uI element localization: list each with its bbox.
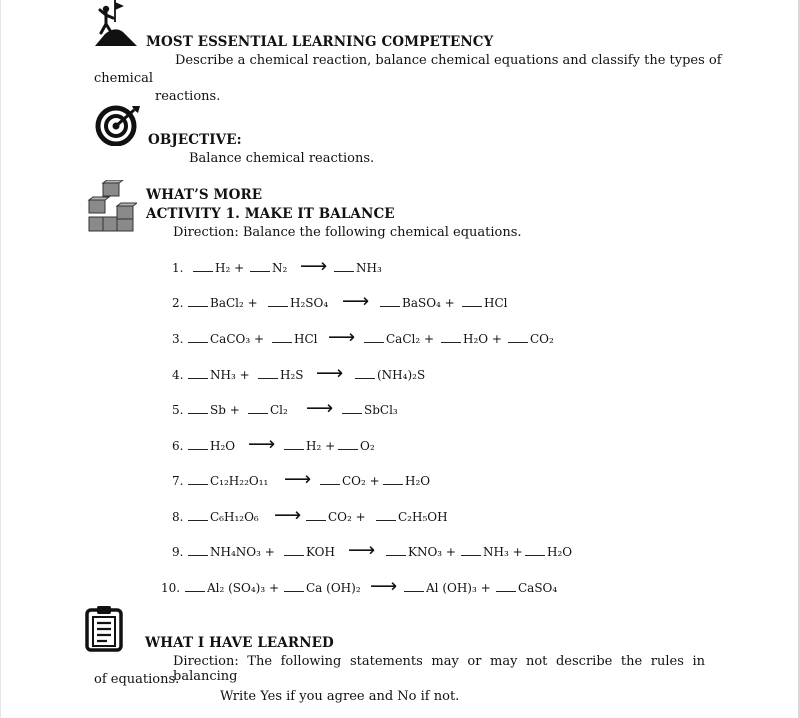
equation-term: SbCl₃	[342, 403, 398, 417]
equation-number: 8.	[172, 510, 184, 524]
equation-term: H₂S	[258, 368, 304, 382]
competency-text-line1: Describe a chemical reaction, balance chemical equations and classify the types of	[175, 53, 722, 68]
learned-direction-line1: Direction: The following statements may or may not describe the rules in balancing	[173, 654, 705, 684]
equation-term: CO₂ +	[306, 510, 366, 524]
reaction-arrow-icon: ⟶	[274, 504, 302, 526]
equation-term: KOH	[284, 545, 335, 559]
reaction-arrow-icon: ⟶	[348, 539, 376, 561]
target-arrow-icon	[94, 104, 142, 146]
reaction-arrow-icon: ⟶	[306, 397, 334, 419]
equation-row	[0, 575, 800, 599]
equation-row	[0, 397, 800, 421]
equation-row	[0, 433, 800, 457]
summit-flag-icon	[93, 0, 139, 46]
equation-term: BaCl₂ +	[188, 296, 258, 310]
objective-heading: OBJECTIVE:	[148, 132, 242, 148]
equation-row	[0, 468, 800, 492]
equation-number: 9.	[172, 545, 184, 559]
equation-number: 2.	[172, 296, 184, 310]
reaction-arrow-icon: ⟶	[328, 326, 356, 348]
equation-term: Cl₂	[248, 403, 288, 417]
equation-term: H₂ +	[193, 261, 244, 275]
reaction-arrow-icon: ⟶	[248, 433, 276, 455]
equation-term: HCl	[272, 332, 317, 346]
equation-term: O₂	[338, 439, 375, 453]
equation-row	[0, 362, 800, 386]
equation-term: NH₃ +	[188, 368, 250, 382]
equation-term: Ca (OH)₂	[284, 581, 361, 595]
reaction-arrow-icon: ⟶	[300, 255, 328, 277]
reaction-arrow-icon: ⟶	[316, 362, 344, 384]
equation-term: (NH₄)₂S	[355, 368, 425, 382]
equation-number: 6.	[172, 439, 184, 453]
equation-row	[0, 504, 800, 528]
competency-text-line2: chemical	[94, 71, 154, 86]
equation-term: Al₂ (SO₄)₃ +	[185, 581, 279, 595]
equation-term: KNO₃ +	[386, 545, 456, 559]
competency-text-line3: reactions.	[155, 89, 221, 104]
activity-title: ACTIVITY 1. MAKE IT BALANCE	[146, 206, 395, 222]
equation-term: HCl	[462, 296, 507, 310]
objective-text: Balance chemical reactions.	[189, 151, 375, 166]
equation-term: C₆H₁₂O₆	[188, 510, 259, 524]
learned-instruction: Write Yes if you agree and No if not.	[220, 689, 460, 704]
equation-term: H₂ +	[284, 439, 335, 453]
equation-term: NH₃	[334, 261, 382, 275]
equation-row	[0, 255, 800, 279]
stacked-blocks-icon	[87, 180, 137, 234]
reaction-arrow-icon: ⟶	[284, 468, 312, 490]
equation-term: H₂O	[525, 545, 572, 559]
equation-term: NH₃ +	[461, 545, 523, 559]
competency-heading: MOST ESSENTIAL LEARNING COMPETENCY	[146, 34, 494, 50]
reaction-arrow-icon: ⟶	[342, 290, 370, 312]
equation-term: CaSO₄	[496, 581, 557, 595]
learned-direction-line2: of equations.	[94, 672, 180, 687]
equation-number: 5.	[172, 403, 184, 417]
equation-term: H₂O	[383, 474, 430, 488]
whats-more-heading: WHAT’S MORE	[146, 187, 263, 203]
equation-term: Al (OH)₃ +	[404, 581, 491, 595]
activity-direction: Direction: Balance the following chemical equations.	[173, 225, 522, 240]
learned-heading: WHAT I HAVE LEARNED	[145, 635, 334, 651]
equation-row	[0, 539, 800, 563]
equation-term: Sb +	[188, 403, 240, 417]
equation-term: CaCO₃ +	[188, 332, 264, 346]
equation-term: H₂SO₄	[268, 296, 328, 310]
equation-term: N₂	[250, 261, 287, 275]
equation-term: CO₂ +	[320, 474, 380, 488]
page-left-edge	[0, 0, 1, 718]
equation-number: 1.	[172, 261, 184, 275]
equation-number: 10.	[161, 581, 181, 595]
equation-number: 7.	[172, 474, 184, 488]
equation-term: CaCl₂ +	[364, 332, 434, 346]
equation-term: NH₄NO₃ +	[188, 545, 275, 559]
equation-row	[0, 290, 800, 314]
equation-term: BaSO₄ +	[380, 296, 455, 310]
equation-number: 3.	[172, 332, 184, 346]
reaction-arrow-icon: ⟶	[370, 575, 398, 597]
equation-number: 4.	[172, 368, 184, 382]
equation-term: H₂O	[188, 439, 235, 453]
equation-term: CO₂	[508, 332, 554, 346]
equation-row	[0, 326, 800, 350]
clipboard-icon	[85, 604, 125, 652]
equation-term: C₁₂H₂₂O₁₁	[188, 474, 268, 488]
equation-term: C₂H₅OH	[376, 510, 448, 524]
equation-term: H₂O +	[441, 332, 502, 346]
